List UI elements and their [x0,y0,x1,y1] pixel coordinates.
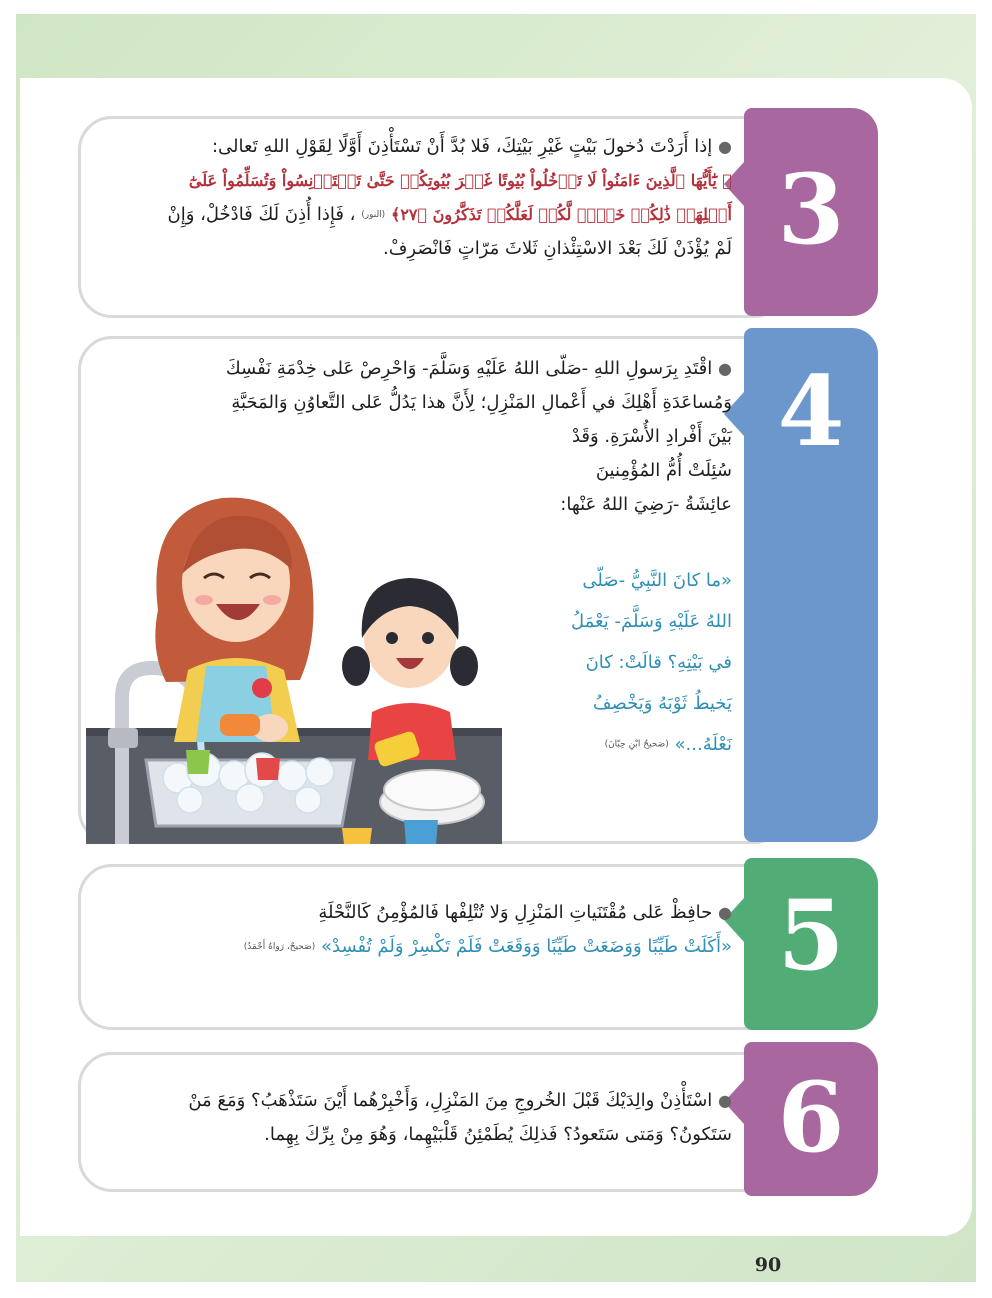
section-3-text [96,130,732,266]
hadith-line-last [492,724,732,766]
daughter-eye [386,632,398,644]
quran-verse-line-1: ﴿ يَٰٓأَيُّهَا ٱلَّذِينَ ءَامَنُواْ لَا تَدۡخُلُواْ بُيُوتًا غَيۡرَ بُيُوتِكُمۡ حَتَّىٰ تَسۡتَأۡنِسُواْ وَتُسَلِّمُواْ عَلَىٰٓ [188,171,732,190]
faucet-base [108,728,138,748]
section-5-number: 5 [777,879,845,992]
daughter-pigtail [342,646,370,686]
bullet-icon: ● [718,1091,732,1110]
section-5-text [96,896,732,964]
section-3-intro: إذا أَرَدْتَ دُخولَ بَيْتٍ غَيْرِ بَيْتِكَ، فَلا بُدَّ أَنْ تَسْتَأْذِنَ أَوَّلًا لِقَوْلِ اللهِ تَعالى: [211,136,713,157]
green-cup [186,750,210,774]
bee-hadith: «أَكَلَتْ طَيِّبًا وَوَضَعَتْ طَيِّبًا وَوَقَعَتْ فَلَمْ تَكْسِرْ وَلَمْ تُفْسِدْ» [321,936,732,957]
section-4-line-5: عائِشَةُ -رَضِيَ اللهُ عَنْها: [560,494,732,515]
blue-mug [404,820,438,844]
section-6-number: 6 [777,1061,845,1174]
section-4-hadith [492,560,732,766]
section-5-line-2 [96,930,732,964]
section-5-line-1-text: حافِظْ عَلى مُقْتَنَياتِ المَنْزِلِ وَلا تُتْلِفْها فَالمُؤْمِنُ كَالنَّحْلَةِ [318,902,713,923]
section-3-after-verse: ، فَإِذا أُذِنَ لَكَ فَادْخُلْ، وَإِنْ [167,204,356,225]
section-4-line-2: وَمُساعَدَةِ أَهْلِكَ في أَعْمالِ المَنْزِلِ؛ لِأَنَّ هذا يَدُلُّ عَلى التَّعاوُنِ وَالمَحَبَّةِ [231,392,732,413]
section-4-tab [744,328,878,842]
section-4-line-4: سُئِلَتْ أُمُّ المُؤْمِنينَ [595,460,732,481]
section-4-line-3: بَيْنَ أَفْرادِ الأُسْرَةِ. وَقَدْ [571,426,732,447]
bullet-icon: ● [718,137,732,156]
hadith-line: اللهُ عَلَيْهِ وَسَلَّمَ- يَعْمَلُ [571,611,732,632]
section-3-tab [744,108,878,316]
section-4-line-1-text: اقْتَدِ بِرَسولِ اللهِ -صَلّى اللهُ عَلَيْهِ وَسَلَّمَ- وَاحْرِصْ عَلى خِدْمَةِ نَفْسِكَ [225,358,713,379]
section-5-line-1 [96,896,732,930]
section-6-text [96,1084,732,1152]
section-3-line-3 [96,198,732,232]
yellow-mug [342,828,372,844]
section-6-line-1-text: اسْتَأْذِنْ والِدَيْكَ قَبْلَ الخُروجِ مِنَ المَنْزِلِ، وَأَخْبِرْهُما أَيْنَ سَتَذْهَبُ؟ وَمَعَ مَنْ [188,1090,713,1111]
section-3-line-last: لَمْ يُؤْذَنْ لَكَ بَعْدَ الاسْتِئْذانِ ثَلاثَ مَرّاتٍ فَانْصَرِفْ. [383,238,732,259]
hadith-source: (صَحيحٌ، رَواهُ أَحْمَدُ) [243,942,316,952]
mother-cheek [195,595,213,605]
hadith-line: في بَيْتِهِ؟ قالَتْ: كانَ [585,652,732,673]
section-6-tab [744,1042,878,1196]
page-number: 90 [754,1254,782,1276]
orange-sponge [220,714,260,736]
hadith-line: يَخيطُ ثَوْبَهُ وَيَخْصِفُ [592,693,732,714]
hadith-source: (صَحيحُ ابْنِ حِبّانَ) [604,739,669,750]
plate [384,770,480,810]
section-4-number: 4 [777,355,845,468]
washing-dishes-illustration [86,470,502,844]
section-3-line-1 [96,130,732,164]
strawberry-icon [252,678,272,698]
hadith-line: «ما كانَ النَّبِيُّ -صَلّى [582,570,732,591]
section-5-tab [744,858,878,1030]
quran-verse-line-2: أَهۡلِهَاۚ ذَٰلِكُمۡ خَيۡرٞ لَّكُمۡ لَعَلَّكُمۡ تَذَكَّرُونَ ﴿٢٧﴾ [390,205,732,224]
daughter-pigtail [450,646,478,686]
section-4-line-1 [96,352,732,386]
mother-cheek [263,595,281,605]
bullet-icon: ● [718,903,732,922]
daughter-eye [422,632,434,644]
bullet-icon: ● [718,359,732,378]
section-3-number: 3 [777,153,845,266]
red-cup [256,758,280,780]
section-6-line-1 [96,1084,732,1118]
section-6-line-2: سَتَكونُ؟ وَمَتى سَتَعودُ؟ فَذلِكَ يُطَمْئِنُ قَلْبَيْهِما، وَهُوَ مِنْ بِرِّكَ بِهِما. [264,1124,732,1145]
hadith-line: نَعْلَهُ...» [674,734,732,755]
verse-source: (النور) [361,210,386,220]
